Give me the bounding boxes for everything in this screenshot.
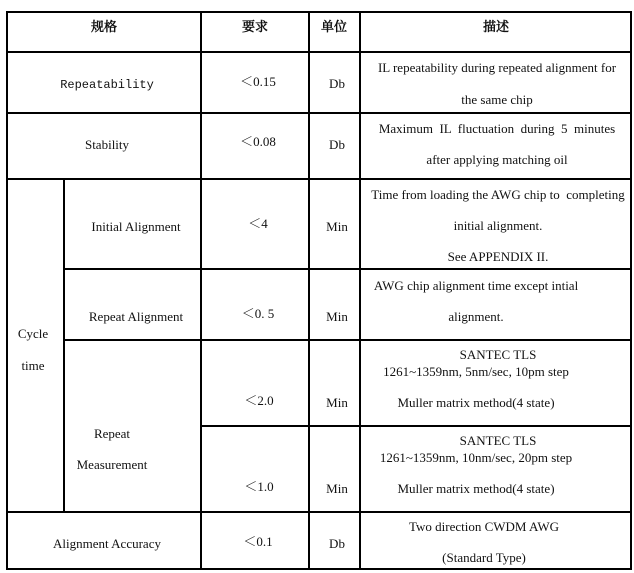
column-divider [200,11,202,570]
header-spec: 规格 [90,20,118,35]
column-divider [308,11,310,570]
unit-value: Db [329,137,345,152]
requirement-value: ＜4 [248,216,268,231]
requirement-value: ＜0.15 [240,74,276,89]
spec-stability: Stability [84,137,130,152]
description-line: AWG chip alignment time except intial [373,278,579,293]
description-line: initial alignment. [453,218,543,233]
unit-value: Min [326,309,348,324]
spec-repeat-alignment: Repeat Alignment [88,309,184,324]
unit-value: Db [329,76,345,91]
description-line: Maximum IL fluctuation during 5 minutes [378,121,616,136]
description-line: Muller matrix method(4 state) [397,395,555,410]
requirement-value: ＜2.0 [244,393,274,408]
table-border-top [6,11,632,13]
group-cycle-time-line2: time [21,358,45,373]
table-border-bottom [6,568,632,570]
column-divider [63,178,65,513]
table-border-left [6,11,8,570]
spec-repeatability: Repeatability [60,78,154,92]
description-line: Two direction CWDM AWG [408,519,560,534]
unit-value: Min [326,219,348,234]
row-divider [63,339,632,341]
header-description: 描述 [482,20,510,35]
row-divider [63,268,632,270]
spec-repeat-measurement-line2: Measurement [76,457,148,472]
unit-value: Min [326,481,348,496]
description-line: 1261~1359nm, 10nm/sec, 20pm step [379,450,573,465]
unit-value: Db [329,536,345,551]
spec-initial-alignment: Initial Alignment [91,219,181,234]
description-line: 1261~1359nm, 5nm/sec, 10pm step [383,364,569,379]
requirement-value: ＜0. 5 [241,306,275,321]
requirement-value: ＜0.1 [243,534,273,549]
requirement-value: ＜1.0 [244,479,274,494]
row-divider [6,112,632,114]
requirement-value: ＜0.08 [240,134,276,149]
spec-alignment-accuracy: Alignment Accuracy [53,536,161,551]
row-divider [6,178,632,180]
unit-value: Min [326,395,348,410]
description-line: the same chip [461,92,533,107]
description-line: after applying matching oil [426,152,568,167]
group-cycle-time-line1: Cycle [17,326,49,341]
spec-repeat-measurement-line1: Repeat [93,426,131,441]
row-divider [6,511,632,513]
header-requirement: 要求 [241,20,269,35]
description-line: alignment. [448,309,504,324]
description-line: SANTEC TLS [459,433,537,448]
column-divider [359,11,361,570]
table-border-right [630,11,632,570]
header-divider [6,51,632,53]
row-divider [201,425,632,427]
description-line: (Standard Type) [442,550,526,565]
description-line: SANTEC TLS [459,347,537,362]
description-line: See APPENDIX II. [447,249,549,264]
header-unit: 单位 [320,20,348,35]
description-line: IL repeatability during repeated alignment for [377,60,617,75]
description-line: Time from loading the AWG chip to completing [371,187,625,202]
description-line: Muller matrix method(4 state) [397,481,555,496]
